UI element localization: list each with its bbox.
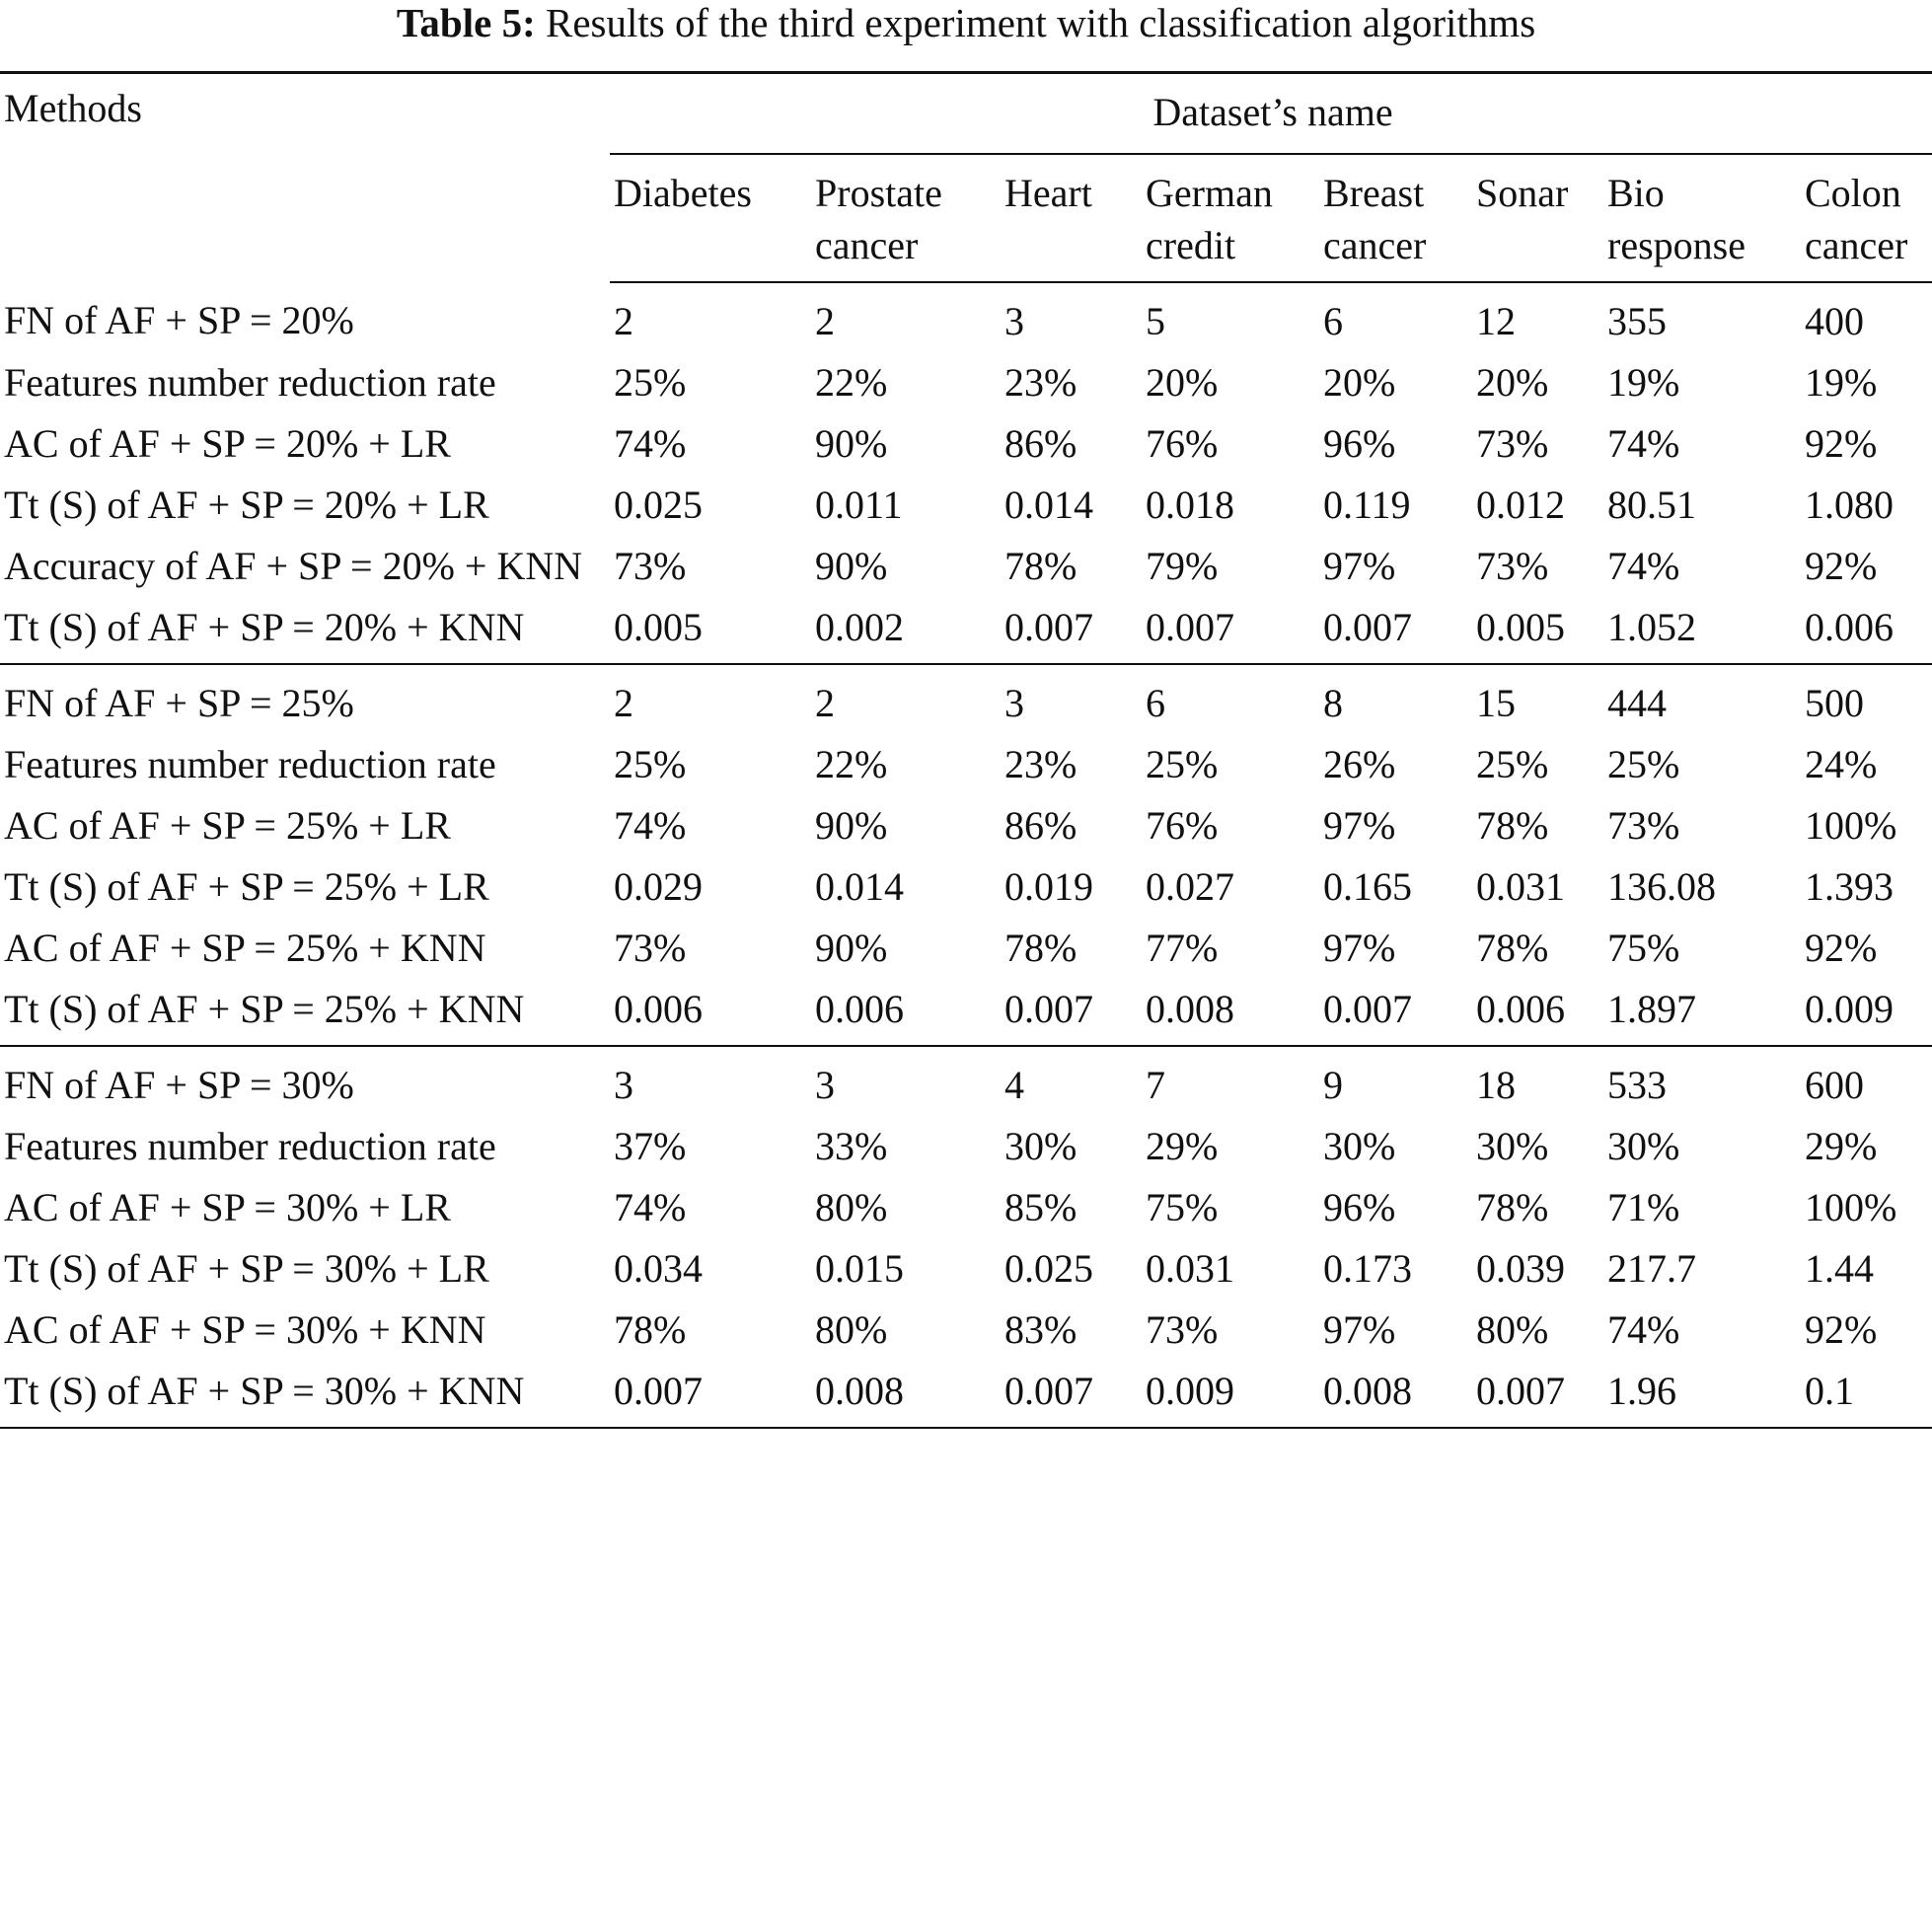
value-cell: 355 <box>1607 299 1667 343</box>
value-cell: 97% <box>1323 1307 1396 1352</box>
value-cell: 0.005 <box>610 596 811 664</box>
method-label: Tt (S) of AF + SP = 25% + LR <box>4 864 489 909</box>
column-header <box>1603 154 1801 282</box>
value-cell: 0.014 <box>1004 483 1093 527</box>
value-cell: 3 <box>1004 681 1024 725</box>
value-cell: 90% <box>815 544 888 588</box>
method-label: Accuracy of AF + SP = 20% + KNN <box>4 544 583 588</box>
value-cell: 2 <box>614 681 633 725</box>
value-cell: 30% <box>1476 1124 1549 1168</box>
table-row <box>0 1237 1932 1299</box>
value-cell: 96% <box>1323 1185 1396 1229</box>
value-cell: 0.007 <box>1472 1360 1603 1428</box>
value-cell: 0.173 <box>1323 1246 1412 1291</box>
value-cell: 0.025 <box>614 483 703 527</box>
table-row <box>0 917 1932 978</box>
value-cell: 22% <box>815 360 888 405</box>
value-cell: 74% <box>614 421 687 466</box>
value-cell: 0.006 <box>811 978 1001 1046</box>
value-cell: 15 <box>1476 681 1516 725</box>
column-header <box>1472 154 1603 282</box>
value-cell: 0.029 <box>614 864 703 909</box>
value-cell: 30% <box>1607 1124 1680 1168</box>
value-cell: 0.011 <box>815 483 903 527</box>
method-label: Features number reduction rate <box>4 742 496 786</box>
value-cell: 30% <box>1323 1124 1396 1168</box>
value-cell: 1.44 <box>1805 1246 1874 1291</box>
value-cell: 0.007 <box>1319 596 1472 664</box>
value-cell: 0.034 <box>614 1246 703 1291</box>
value-cell: 0.025 <box>1004 1246 1093 1291</box>
value-cell: 0.007 <box>610 1360 811 1428</box>
table-row <box>0 733 1932 794</box>
table-row <box>0 596 1932 664</box>
value-cell: 74% <box>1607 1307 1680 1352</box>
value-cell: 80% <box>1476 1307 1549 1352</box>
column-header-line1: German <box>1146 171 1273 215</box>
value-cell: 71% <box>1607 1185 1680 1229</box>
value-cell: 4 <box>1004 1063 1024 1107</box>
value-cell: 74% <box>614 1185 687 1229</box>
method-cell <box>0 412 610 474</box>
value-cell: 8 <box>1323 681 1343 725</box>
value-cell: 76% <box>1146 803 1219 848</box>
method-label: FN of AF + SP = 25% <box>4 681 354 725</box>
value-cell: 0.005 <box>1472 596 1603 664</box>
table-row <box>0 1176 1932 1237</box>
value-cell: 25% <box>614 742 687 786</box>
value-cell: 23% <box>1004 742 1077 786</box>
value-cell: 24% <box>1805 742 1878 786</box>
value-cell: 97% <box>1323 926 1396 970</box>
method-cell <box>0 733 610 794</box>
value-cell: 25% <box>1607 742 1680 786</box>
table-header <box>0 73 1932 283</box>
method-cell <box>0 1237 610 1299</box>
column-header-line1: Breast <box>1323 171 1425 215</box>
method-label: Tt (S) of AF + SP = 20% + LR <box>4 483 489 527</box>
value-cell: 0.009 <box>1801 978 1932 1046</box>
caption-label: Table 5: <box>396 0 536 45</box>
value-cell: 29% <box>1146 1124 1219 1168</box>
table-row <box>0 664 1932 733</box>
method-cell <box>0 1360 610 1428</box>
method-cell <box>0 794 610 855</box>
value-cell: 3 <box>614 1063 633 1107</box>
value-cell: 76% <box>1146 421 1219 466</box>
value-cell: 77% <box>1146 926 1219 970</box>
method-label: Features number reduction rate <box>4 360 496 405</box>
method-label: Tt (S) of AF + SP = 25% + KNN <box>4 987 525 1031</box>
column-header-line2 <box>614 219 811 271</box>
table-row <box>0 1360 1932 1428</box>
method-cell <box>0 1299 610 1360</box>
column-header-line2: response <box>1607 223 1746 267</box>
method-cell <box>0 978 610 1046</box>
table-row <box>0 855 1932 917</box>
method-cell <box>0 917 610 978</box>
value-cell: 0.007 <box>1001 978 1142 1046</box>
value-cell: 0.039 <box>1476 1246 1565 1291</box>
method-label: Tt (S) of AF + SP = 30% + KNN <box>4 1369 525 1413</box>
method-cell <box>0 351 610 412</box>
value-cell: 0.006 <box>1801 596 1932 664</box>
value-cell: 74% <box>1607 544 1680 588</box>
value-cell: 0.009 <box>1142 1360 1319 1428</box>
column-header <box>1319 154 1472 282</box>
method-cell <box>0 1046 610 1115</box>
method-label: AC of AF + SP = 30% + LR <box>4 1185 451 1229</box>
value-cell: 1.080 <box>1805 483 1894 527</box>
value-cell: 0.007 <box>1142 596 1319 664</box>
value-cell: 83% <box>1004 1307 1077 1352</box>
caption-text: Results of the third experiment with classification algorithms <box>545 0 1536 45</box>
value-cell: 74% <box>1607 421 1680 466</box>
value-cell: 1.393 <box>1805 864 1894 909</box>
value-cell: 25% <box>1146 742 1219 786</box>
table-row <box>0 412 1932 474</box>
method-label: AC of AF + SP = 25% + LR <box>4 803 451 848</box>
table-row <box>0 1299 1932 1360</box>
value-cell: 217.7 <box>1607 1246 1696 1291</box>
value-cell: 100% <box>1805 803 1897 848</box>
column-header-line1: Bio <box>1607 171 1665 215</box>
value-cell: 20% <box>1476 360 1549 405</box>
method-cell <box>0 855 610 917</box>
column-header <box>1142 154 1319 282</box>
value-cell: 0.008 <box>811 1360 1001 1428</box>
value-cell: 6 <box>1146 681 1165 725</box>
column-header-line2: cancer <box>1323 223 1427 267</box>
value-cell: 0.015 <box>815 1246 904 1291</box>
value-cell: 78% <box>1004 926 1077 970</box>
value-cell: 136.08 <box>1607 864 1716 909</box>
value-cell: 9 <box>1323 1063 1343 1107</box>
column-header <box>1001 154 1142 282</box>
column-header-line1: Sonar <box>1476 171 1569 215</box>
method-label: Features number reduction rate <box>4 1124 496 1168</box>
value-cell: 0.165 <box>1323 864 1412 909</box>
value-cell: 22% <box>815 742 888 786</box>
value-cell: 0.008 <box>1319 1360 1472 1428</box>
value-cell: 444 <box>1607 681 1667 725</box>
value-cell: 600 <box>1805 1063 1864 1107</box>
value-cell: 96% <box>1323 421 1396 466</box>
value-cell: 97% <box>1323 803 1396 848</box>
value-cell: 0.018 <box>1146 483 1234 527</box>
value-cell: 0.031 <box>1476 864 1565 909</box>
method-label: Tt (S) of AF + SP = 20% + KNN <box>4 605 525 649</box>
value-cell: 78% <box>1004 544 1077 588</box>
value-cell: 80% <box>815 1185 888 1229</box>
column-header-line2 <box>1476 219 1603 271</box>
value-cell: 97% <box>1323 544 1396 588</box>
value-cell: 80.51 <box>1607 483 1696 527</box>
value-cell: 7 <box>1146 1063 1165 1107</box>
value-cell: 1.96 <box>1603 1360 1801 1428</box>
column-header <box>610 154 811 282</box>
value-cell: 92% <box>1805 1307 1878 1352</box>
column-header-line2 <box>1004 219 1142 271</box>
value-cell: 1.052 <box>1603 596 1801 664</box>
value-cell: 0.019 <box>1004 864 1093 909</box>
column-header-line1: Prostate <box>815 171 942 215</box>
value-cell: 75% <box>1146 1185 1219 1229</box>
method-label: FN of AF + SP = 30% <box>4 1063 354 1107</box>
column-header <box>1801 154 1932 282</box>
value-cell: 19% <box>1607 360 1680 405</box>
value-cell: 85% <box>1004 1185 1077 1229</box>
value-cell: 73% <box>1146 1307 1219 1352</box>
table-row <box>0 282 1932 351</box>
value-cell: 0.1 <box>1801 1360 1932 1428</box>
column-header-line1: Diabetes <box>614 171 752 215</box>
value-cell: 20% <box>1146 360 1219 405</box>
column-header-line2: credit <box>1146 223 1236 267</box>
value-cell: 100% <box>1805 1185 1897 1229</box>
column-header-line1: Colon <box>1805 171 1901 215</box>
value-cell: 25% <box>1476 742 1549 786</box>
table-row <box>0 535 1932 596</box>
method-cell <box>0 474 610 535</box>
value-cell: 18 <box>1476 1063 1516 1107</box>
value-cell: 90% <box>815 803 888 848</box>
method-cell <box>0 1176 610 1237</box>
value-cell: 78% <box>614 1307 687 1352</box>
method-cell <box>0 664 610 733</box>
value-cell: 0.031 <box>1146 1246 1234 1291</box>
value-cell: 12 <box>1476 299 1516 343</box>
value-cell: 19% <box>1805 360 1878 405</box>
value-cell: 6 <box>1323 299 1343 343</box>
method-label: Tt (S) of AF + SP = 30% + LR <box>4 1246 489 1291</box>
value-cell: 3 <box>1004 299 1024 343</box>
value-cell: 78% <box>1476 803 1549 848</box>
value-cell: 0.007 <box>1001 1360 1142 1428</box>
value-cell: 0.027 <box>1146 864 1234 909</box>
value-cell: 74% <box>614 803 687 848</box>
value-cell: 0.008 <box>1142 978 1319 1046</box>
value-cell: 80% <box>815 1307 888 1352</box>
column-header <box>811 154 1001 282</box>
value-cell: 0.006 <box>1472 978 1603 1046</box>
value-cell: 90% <box>815 926 888 970</box>
method-label: AC of AF + SP = 30% + KNN <box>4 1307 486 1352</box>
row-group <box>0 282 1932 664</box>
value-cell: 75% <box>1607 926 1680 970</box>
value-cell: 73% <box>1607 803 1680 848</box>
method-label: AC of AF + SP = 25% + KNN <box>4 926 486 970</box>
method-label: FN of AF + SP = 20% <box>4 298 354 342</box>
column-header-line1: Heart <box>1004 171 1092 215</box>
value-cell: 2 <box>815 681 835 725</box>
value-cell: 73% <box>1476 421 1549 466</box>
value-cell: 30% <box>1004 1124 1077 1168</box>
value-cell: 37% <box>614 1124 687 1168</box>
value-cell: 400 <box>1805 299 1864 343</box>
value-cell: 26% <box>1323 742 1396 786</box>
value-cell: 500 <box>1805 681 1864 725</box>
value-cell: 0.007 <box>1319 978 1472 1046</box>
table-row <box>0 978 1932 1046</box>
column-header-line2: cancer <box>815 223 919 267</box>
value-cell: 92% <box>1805 421 1878 466</box>
value-cell: 0.012 <box>1476 483 1565 527</box>
row-group <box>0 664 1932 1046</box>
method-label: AC of AF + SP = 20% + LR <box>4 421 451 466</box>
value-cell: 25% <box>614 360 687 405</box>
value-cell: 3 <box>815 1063 835 1107</box>
value-cell: 2 <box>614 299 633 343</box>
value-cell: 79% <box>1146 544 1219 588</box>
value-cell: 2 <box>815 299 835 343</box>
method-cell <box>0 1115 610 1176</box>
value-cell: 92% <box>1805 544 1878 588</box>
table-row <box>0 1046 1932 1115</box>
value-cell: 533 <box>1607 1063 1667 1107</box>
value-cell: 73% <box>614 926 687 970</box>
dataset-header: Dataset’s name <box>610 73 1932 155</box>
value-cell: 1.897 <box>1603 978 1801 1046</box>
table-row <box>0 474 1932 535</box>
value-cell: 29% <box>1805 1124 1878 1168</box>
value-cell: 20% <box>1323 360 1396 405</box>
value-cell: 90% <box>815 421 888 466</box>
table-row <box>0 351 1932 412</box>
methods-header: Methods <box>0 73 610 283</box>
value-cell: 0.119 <box>1323 483 1411 527</box>
value-cell: 78% <box>1476 1185 1549 1229</box>
table-row <box>0 1115 1932 1176</box>
value-cell: 73% <box>614 544 687 588</box>
value-cell: 73% <box>1476 544 1549 588</box>
method-cell <box>0 282 610 351</box>
value-cell: 86% <box>1004 803 1077 848</box>
value-cell: 5 <box>1146 299 1165 343</box>
value-cell: 23% <box>1004 360 1077 405</box>
value-cell: 0.007 <box>1001 596 1142 664</box>
value-cell: 0.006 <box>610 978 811 1046</box>
row-group <box>0 1046 1932 1428</box>
value-cell: 33% <box>815 1124 888 1168</box>
results-table <box>0 71 1932 1429</box>
value-cell: 78% <box>1476 926 1549 970</box>
table-caption <box>0 0 1932 45</box>
method-cell <box>0 535 610 596</box>
value-cell: 0.014 <box>815 864 904 909</box>
method-cell <box>0 596 610 664</box>
column-header-line2: cancer <box>1805 223 1908 267</box>
value-cell: 92% <box>1805 926 1878 970</box>
table-row <box>0 794 1932 855</box>
value-cell: 0.002 <box>811 596 1001 664</box>
value-cell: 86% <box>1004 421 1077 466</box>
